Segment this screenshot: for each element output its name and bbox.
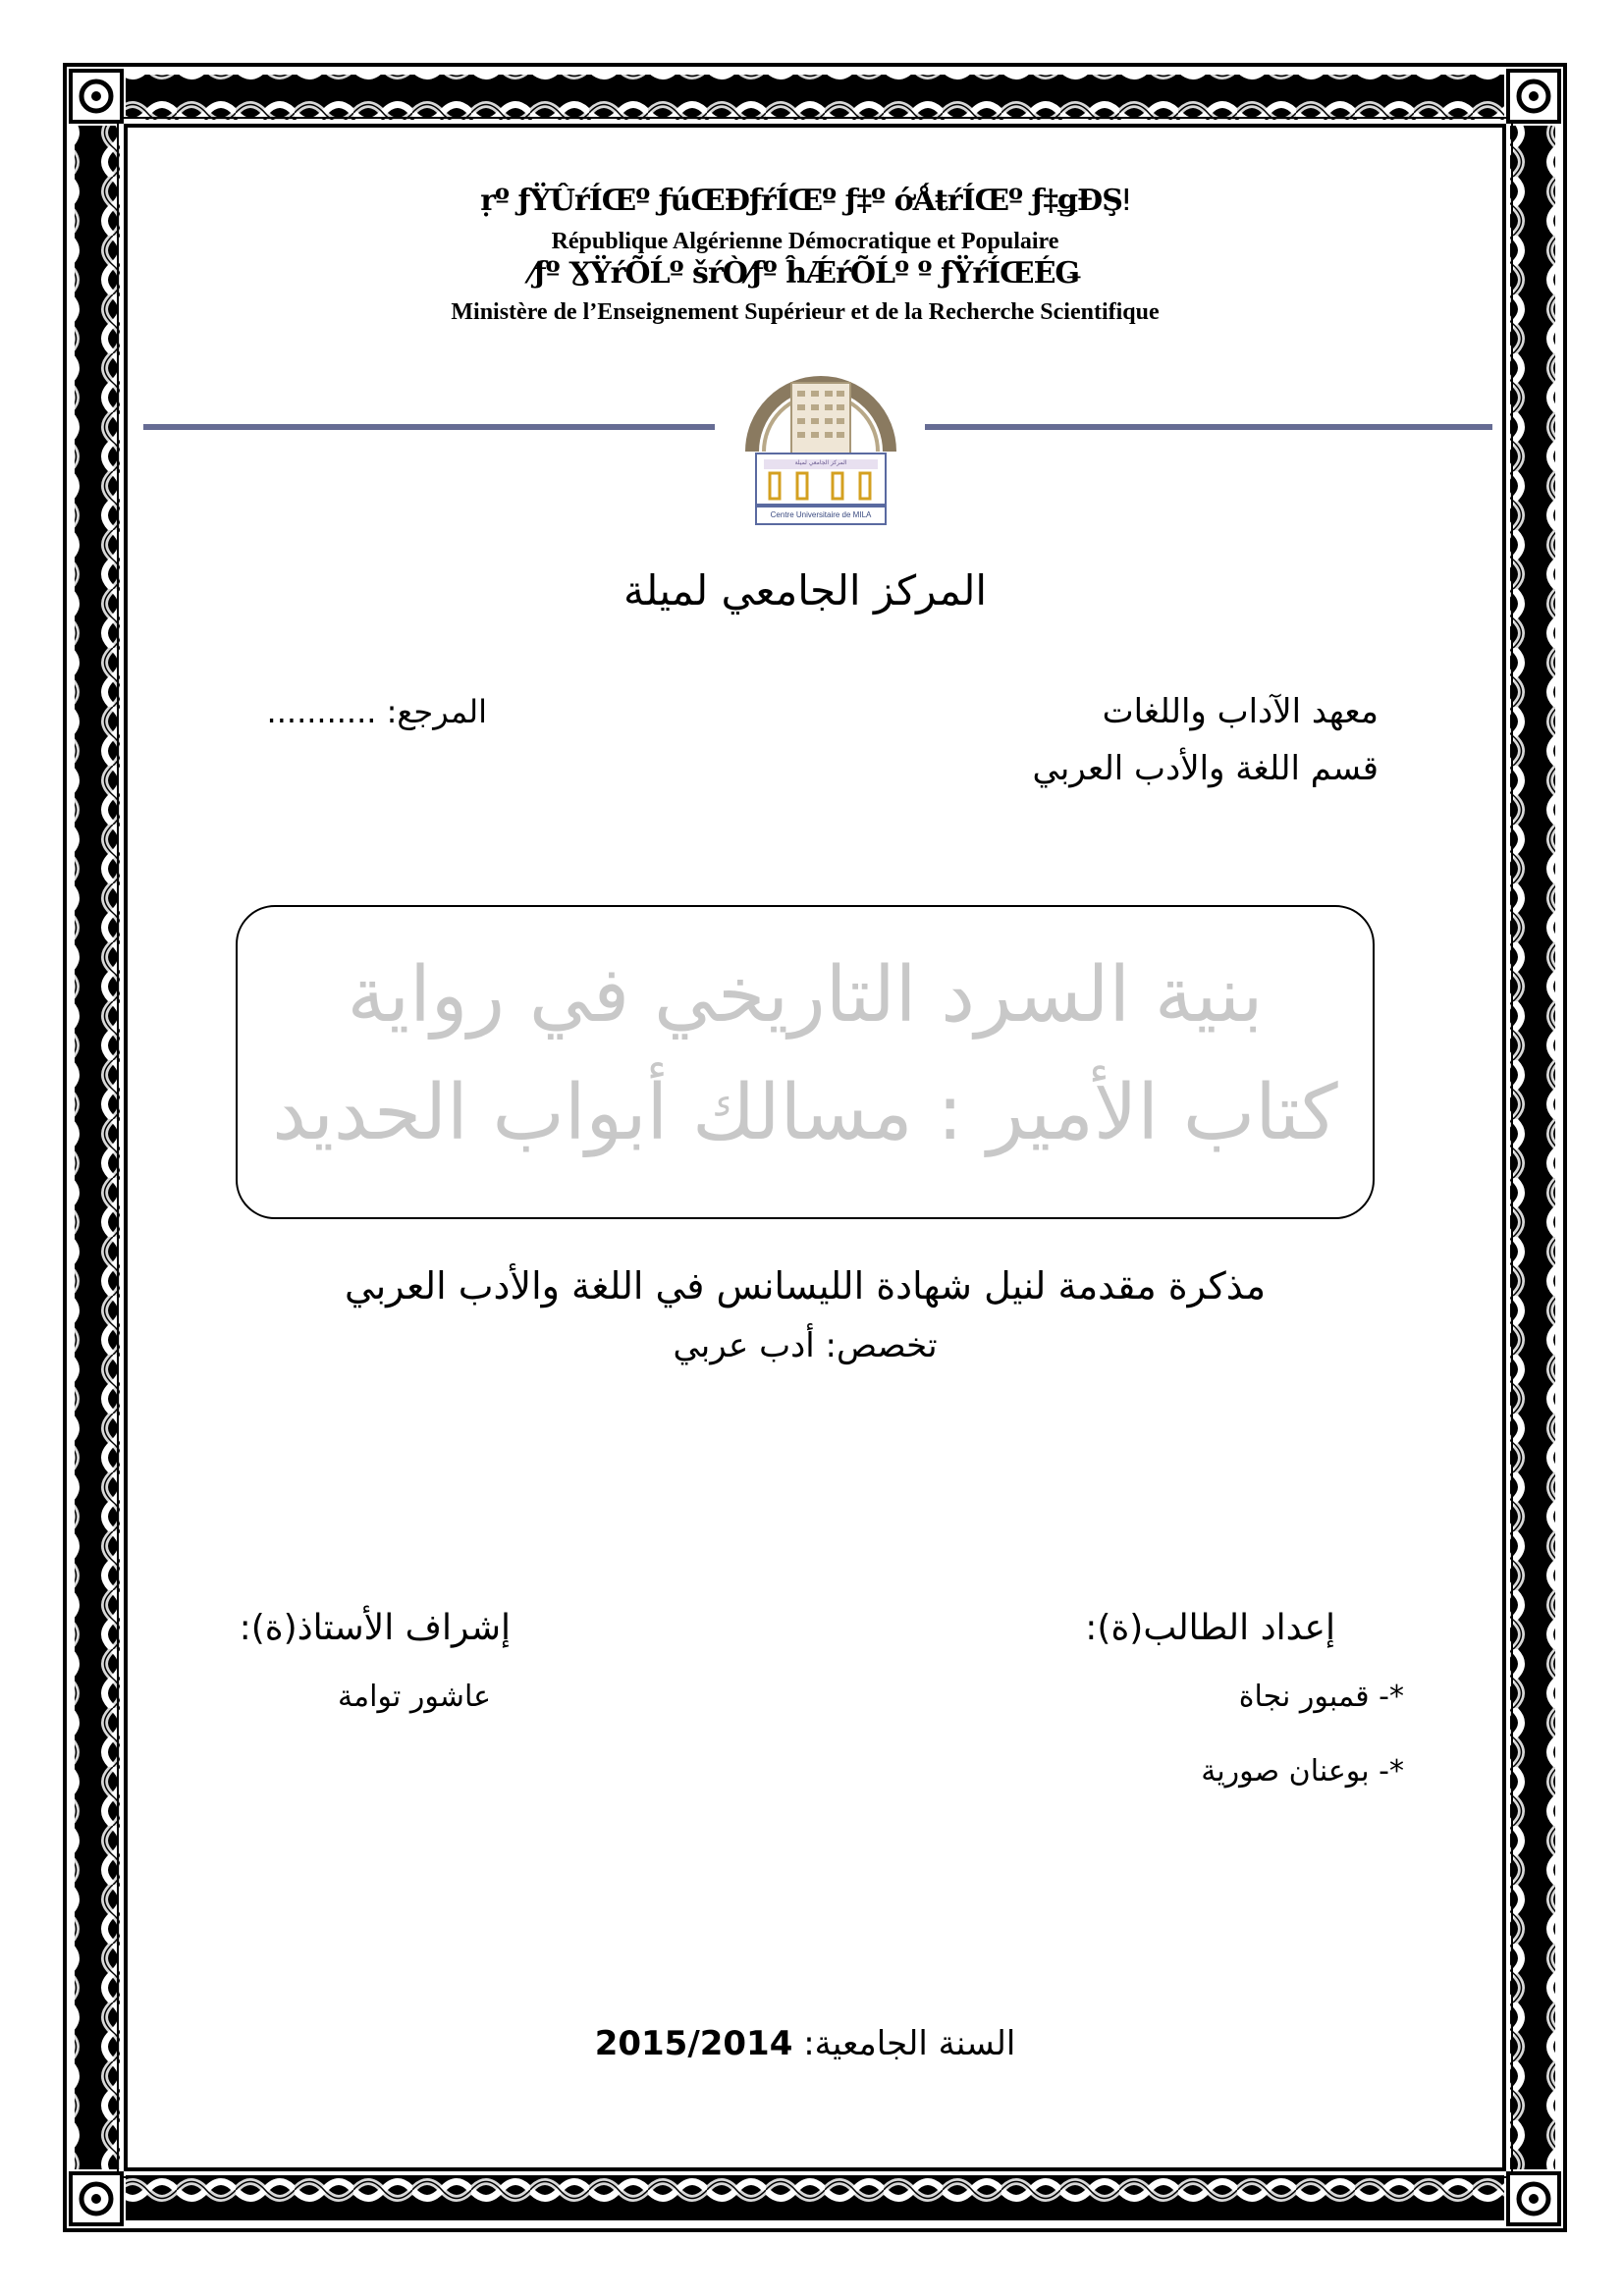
academic-year-label: السنة الجامعية: bbox=[803, 2024, 1016, 2063]
header-rule-right bbox=[925, 424, 1492, 430]
thesis-title-line-2: كتاب الأمير : مسالك أبواب الحديد bbox=[272, 1069, 1338, 1157]
academic-year-value: 2015/2014 bbox=[594, 2024, 793, 2063]
student-name-2: *- بوعنان صورية bbox=[1201, 1754, 1404, 1789]
arabic-header-line-2: ⁄ƒº ƔŸŕÕĹº šŕÒ⁄ƒº ĥǼŕÕĹº º ƒŸŕÍŒÉǤ bbox=[529, 256, 1081, 291]
memo-description: مذكرة مقدمة لنيل شهادة الليسانس في اللغة والأدب العربي bbox=[344, 1264, 1267, 1308]
supervisor-name: عاشور توامة bbox=[337, 1680, 491, 1714]
logo-sign-text: المركز الجامعي لميلة bbox=[794, 459, 847, 466]
specialty: تخصص: أدب عربي bbox=[673, 1326, 938, 1365]
university-logo bbox=[734, 344, 907, 528]
student-name-1: *- قمبور نجاة bbox=[1238, 1680, 1404, 1714]
ministry-title-fr: Ministère de l’Enseignement Supérieur et de la Recherche Scientifique bbox=[451, 299, 1160, 325]
academic-year bbox=[236, 2016, 1375, 2071]
university-name: المركز الجامعي لميلة bbox=[622, 566, 988, 614]
thesis-title-box bbox=[236, 905, 1375, 1219]
students-label: إعداد الطالب(ة): bbox=[1085, 1608, 1335, 1648]
thesis-title-line-1: بنية السرد التاريخي في رواية bbox=[347, 951, 1264, 1040]
republic-title-fr: République Algérienne Démocratique et Populaire bbox=[551, 229, 1059, 254]
reference-field: المرجع: ........... bbox=[266, 693, 487, 730]
supervisor-label: إشراف الأستاذ(ة): bbox=[239, 1608, 511, 1648]
department-name: قسم اللغة والأدب العربي bbox=[1032, 749, 1379, 788]
header-rule-left bbox=[143, 424, 715, 430]
institute-name: معهد الآداب واللغات bbox=[1102, 692, 1379, 731]
arabic-header-line-1: ṛº ƒŸÛŕÍŒº ƒúŒĐƒŕÍŒº ƒ‡º ớǺŧŕÍŒº ƒ‡ǥÐŞǃ bbox=[480, 184, 1130, 218]
logo-caption: Centre Universitaire de MILA bbox=[770, 510, 872, 519]
